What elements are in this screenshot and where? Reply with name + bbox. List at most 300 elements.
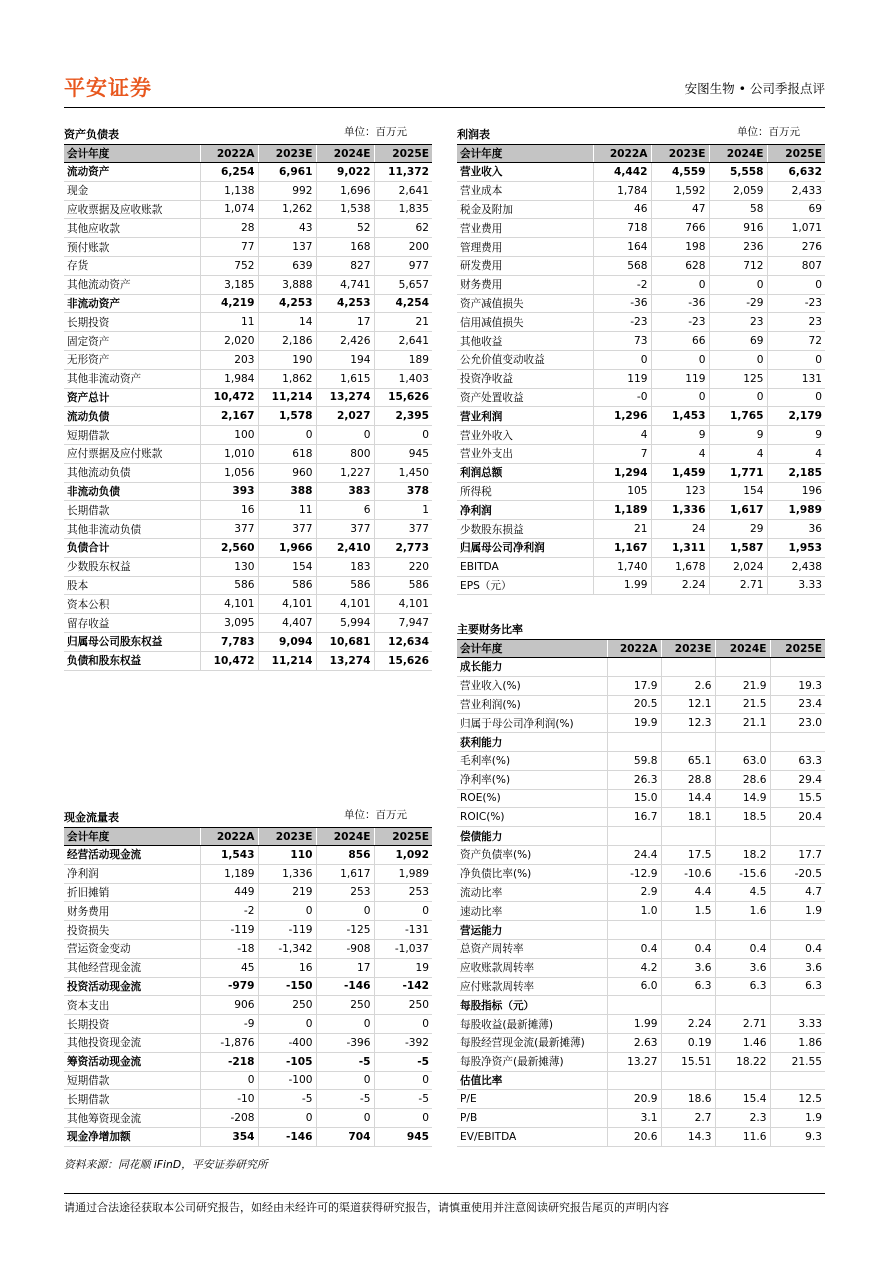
- value-cell: 6.3: [770, 977, 825, 996]
- value-cell: 383: [316, 482, 374, 501]
- value-cell: 639: [258, 256, 316, 275]
- value-cell: 2,167: [200, 407, 258, 426]
- table-row: [64, 163, 432, 182]
- row-label: 营业费用: [457, 219, 593, 238]
- balance-sheet-title: 资产负债表: [64, 128, 119, 141]
- table-row: [457, 163, 825, 182]
- value-cell: 131: [767, 369, 825, 388]
- value-cell: 21.1: [715, 714, 770, 733]
- value-cell: 43: [258, 219, 316, 238]
- value-cell: 14: [258, 313, 316, 332]
- value-cell: [715, 827, 770, 846]
- header-cell: 2022A: [593, 145, 651, 163]
- value-cell: -0: [593, 388, 651, 407]
- row-label: 净利率(%): [457, 770, 607, 789]
- value-cell: 250: [374, 996, 432, 1015]
- row-label: 少数股东损益: [457, 520, 593, 539]
- value-cell: 123: [651, 482, 709, 501]
- row-label: 营业外支出: [457, 444, 593, 463]
- value-cell: 2,185: [767, 463, 825, 482]
- value-cell: 16: [258, 958, 316, 977]
- table-row: [64, 501, 432, 520]
- value-cell: 69: [767, 200, 825, 219]
- value-cell: 36: [767, 520, 825, 539]
- value-cell: 66: [651, 332, 709, 351]
- value-cell: 449: [200, 883, 258, 902]
- table-row: [457, 256, 825, 275]
- value-cell: 12,634: [374, 632, 432, 651]
- value-cell: [607, 1071, 661, 1090]
- value-cell: -10.6: [661, 864, 715, 883]
- header-cell: 2025E: [374, 145, 432, 163]
- value-cell: 24.4: [607, 845, 661, 864]
- value-cell: 0: [767, 388, 825, 407]
- value-cell: 618: [258, 444, 316, 463]
- table-header-row: [457, 640, 825, 658]
- row-label: 现金: [64, 181, 200, 200]
- value-cell: 29.4: [770, 770, 825, 789]
- row-label: 应收账款周转率: [457, 958, 607, 977]
- value-cell: 63.3: [770, 751, 825, 770]
- value-cell: 2,179: [767, 407, 825, 426]
- table-row: [457, 181, 825, 200]
- value-cell: 4,741: [316, 275, 374, 294]
- balance-sheet-unit: 单位：百万元: [344, 126, 407, 138]
- table-row: [457, 1090, 825, 1109]
- value-cell: 977: [374, 256, 432, 275]
- table-header-row: [64, 145, 432, 163]
- table-row: [64, 614, 432, 633]
- table-row: [457, 388, 825, 407]
- value-cell: 2.3: [715, 1109, 770, 1128]
- value-cell: 1,189: [593, 501, 651, 520]
- row-label: 成长能力: [457, 658, 607, 677]
- table-row: [457, 426, 825, 445]
- value-cell: 712: [709, 256, 767, 275]
- value-cell: 1.86: [770, 1033, 825, 1052]
- table-row: [64, 520, 432, 539]
- value-cell: -146: [316, 977, 374, 996]
- table-row: [64, 1071, 432, 1090]
- value-cell: 2,433: [767, 181, 825, 200]
- value-cell: 0: [709, 275, 767, 294]
- value-cell: 220: [374, 557, 432, 576]
- value-cell: 21.5: [715, 695, 770, 714]
- value-cell: 9,094: [258, 632, 316, 651]
- value-cell: 4,101: [200, 595, 258, 614]
- value-cell: -23: [593, 313, 651, 332]
- value-cell: 13,274: [316, 651, 374, 670]
- row-label: 资产总计: [64, 388, 200, 407]
- value-cell: 1,615: [316, 369, 374, 388]
- value-cell: 3.33: [770, 1015, 825, 1034]
- value-cell: [715, 996, 770, 1015]
- value-cell: 23: [767, 313, 825, 332]
- value-cell: 752: [200, 256, 258, 275]
- value-cell: 0: [374, 1071, 432, 1090]
- row-label: 应付账款周转率: [457, 977, 607, 996]
- value-cell: 3,888: [258, 275, 316, 294]
- value-cell: 2.24: [651, 576, 709, 595]
- value-cell: 960: [258, 463, 316, 482]
- value-cell: 1.99: [607, 1015, 661, 1034]
- value-cell: 4,253: [316, 294, 374, 313]
- value-cell: 3,185: [200, 275, 258, 294]
- table-row: [457, 482, 825, 501]
- value-cell: -2: [200, 902, 258, 921]
- value-cell: 2,560: [200, 538, 258, 557]
- table-row: [457, 770, 825, 789]
- value-cell: 15,626: [374, 388, 432, 407]
- value-cell: 12.1: [661, 695, 715, 714]
- value-cell: 69: [709, 332, 767, 351]
- value-cell: 4: [593, 426, 651, 445]
- row-label: 投资损失: [64, 921, 200, 940]
- row-label: 资产处置收益: [457, 388, 593, 407]
- header-cell: 2023E: [258, 828, 316, 846]
- row-label: 固定资产: [64, 332, 200, 351]
- value-cell: 916: [709, 219, 767, 238]
- value-cell: 203: [200, 350, 258, 369]
- table-row: [457, 658, 825, 677]
- value-cell: 6,961: [258, 163, 316, 182]
- row-label: 其他应收款: [64, 219, 200, 238]
- table-row: [64, 238, 432, 257]
- value-cell: 9.3: [770, 1127, 825, 1146]
- row-label: 其他非流动负债: [64, 520, 200, 539]
- value-cell: 12.3: [661, 714, 715, 733]
- table-row: [457, 827, 825, 846]
- value-cell: 2.71: [709, 576, 767, 595]
- row-label: 营运能力: [457, 921, 607, 940]
- header-cell: 2022A: [607, 640, 661, 658]
- value-cell: 7: [593, 444, 651, 463]
- value-cell: 110: [258, 846, 316, 865]
- value-cell: 2,438: [767, 557, 825, 576]
- table-row: [64, 294, 432, 313]
- value-cell: -5: [374, 1052, 432, 1071]
- value-cell: 1,262: [258, 200, 316, 219]
- value-cell: 15.4: [715, 1090, 770, 1109]
- table-row: [457, 996, 825, 1015]
- row-label: 其他投资现金流: [64, 1033, 200, 1052]
- row-label: 所得税: [457, 482, 593, 501]
- value-cell: 10,681: [316, 632, 374, 651]
- row-label: ROIC(%): [457, 808, 607, 827]
- table-row: [64, 1090, 432, 1109]
- value-cell: -9: [200, 1015, 258, 1034]
- data-source-note: 资料来源：同花顺 iFinD，平安证券研究所: [64, 1158, 268, 1171]
- row-label: 现金净增加额: [64, 1127, 200, 1146]
- value-cell: 0: [709, 350, 767, 369]
- row-label: 营业利润: [457, 407, 593, 426]
- row-label: 长期投资: [64, 1015, 200, 1034]
- income-statement-table: [457, 144, 825, 595]
- row-label: 预付账款: [64, 238, 200, 257]
- header-cell: 2024E: [715, 640, 770, 658]
- value-cell: 77: [200, 238, 258, 257]
- value-cell: [770, 827, 825, 846]
- table-row: [457, 921, 825, 940]
- value-cell: 16.7: [607, 808, 661, 827]
- row-label: 营业利润(%): [457, 695, 607, 714]
- value-cell: 119: [651, 369, 709, 388]
- value-cell: 1,074: [200, 200, 258, 219]
- value-cell: 0.4: [607, 939, 661, 958]
- header-divider: [64, 107, 825, 108]
- value-cell: 1,617: [709, 501, 767, 520]
- value-cell: 46: [593, 200, 651, 219]
- value-cell: 6.3: [661, 977, 715, 996]
- cashflow-title: 现金流量表: [64, 811, 119, 824]
- value-cell: 250: [316, 996, 374, 1015]
- header-cell: 2022A: [200, 828, 258, 846]
- table-row: [457, 369, 825, 388]
- value-cell: 20.9: [607, 1090, 661, 1109]
- value-cell: 0: [709, 388, 767, 407]
- value-cell: 0: [316, 1015, 374, 1034]
- value-cell: 2.63: [607, 1033, 661, 1052]
- value-cell: 16: [200, 501, 258, 520]
- ratios-table: [457, 639, 825, 1147]
- value-cell: -400: [258, 1033, 316, 1052]
- value-cell: 72: [767, 332, 825, 351]
- table-row: [457, 751, 825, 770]
- table-row: [64, 444, 432, 463]
- value-cell: -23: [767, 294, 825, 313]
- value-cell: 6,632: [767, 163, 825, 182]
- header-cell: 会计年度: [64, 145, 200, 163]
- row-label: 其他流动资产: [64, 275, 200, 294]
- value-cell: 1.0: [607, 902, 661, 921]
- value-cell: 0.4: [715, 939, 770, 958]
- row-label: P/E: [457, 1090, 607, 1109]
- table-row: [457, 275, 825, 294]
- value-cell: -15.6: [715, 864, 770, 883]
- table-row: [64, 275, 432, 294]
- value-cell: 377: [374, 520, 432, 539]
- value-cell: 15,626: [374, 651, 432, 670]
- value-cell: 1,227: [316, 463, 374, 482]
- value-cell: 704: [316, 1127, 374, 1146]
- value-cell: [607, 921, 661, 940]
- row-label: EBITDA: [457, 557, 593, 576]
- value-cell: 4: [651, 444, 709, 463]
- value-cell: 219: [258, 883, 316, 902]
- value-cell: 58: [709, 200, 767, 219]
- row-label: 资产减值损失: [457, 294, 593, 313]
- value-cell: 1.46: [715, 1033, 770, 1052]
- value-cell: 1,311: [651, 538, 709, 557]
- value-cell: 105: [593, 482, 651, 501]
- value-cell: 0: [258, 1015, 316, 1034]
- header-cell: 会计年度: [457, 145, 593, 163]
- value-cell: 4,101: [258, 595, 316, 614]
- value-cell: 1.9: [770, 902, 825, 921]
- value-cell: -208: [200, 1109, 258, 1128]
- row-label: EV/EBITDA: [457, 1127, 607, 1146]
- report-header-title: 安图生物 • 公司季报点评: [684, 81, 825, 96]
- row-label: 非流动资产: [64, 294, 200, 313]
- disclaimer-footer: 请通过合法途径获取本公司研究报告，如经由未经许可的渠道获得研究报告，请慎重使用并注意阅读研究报告尾页的声明内容: [64, 1201, 669, 1214]
- row-label: 获利能力: [457, 733, 607, 752]
- table-row: [457, 676, 825, 695]
- value-cell: 1,336: [258, 864, 316, 883]
- value-cell: 18.2: [715, 845, 770, 864]
- row-label: ROE(%): [457, 789, 607, 808]
- table-row: [457, 294, 825, 313]
- value-cell: -36: [651, 294, 709, 313]
- header-cell: 2025E: [767, 145, 825, 163]
- table-row: [64, 1015, 432, 1034]
- value-cell: -2: [593, 275, 651, 294]
- value-cell: 0: [374, 902, 432, 921]
- value-cell: 1,010: [200, 444, 258, 463]
- value-cell: [661, 1071, 715, 1090]
- table-row: [64, 595, 432, 614]
- value-cell: 13.27: [607, 1052, 661, 1071]
- value-cell: 5,657: [374, 275, 432, 294]
- value-cell: 1,336: [651, 501, 709, 520]
- value-cell: 1,538: [316, 200, 374, 219]
- value-cell: 1,989: [374, 864, 432, 883]
- row-label: 流动比率: [457, 883, 607, 902]
- table-row: [64, 332, 432, 351]
- value-cell: 20.5: [607, 695, 661, 714]
- value-cell: 992: [258, 181, 316, 200]
- table-row: [457, 576, 825, 595]
- value-cell: -5: [316, 1090, 374, 1109]
- value-cell: 200: [374, 238, 432, 257]
- value-cell: 3.6: [661, 958, 715, 977]
- row-label: 长期投资: [64, 313, 200, 332]
- row-label: 总资产周转率: [457, 939, 607, 958]
- value-cell: -23: [651, 313, 709, 332]
- value-cell: 1.5: [661, 902, 715, 921]
- value-cell: 800: [316, 444, 374, 463]
- value-cell: -18: [200, 939, 258, 958]
- value-cell: 47: [651, 200, 709, 219]
- value-cell: 1,543: [200, 846, 258, 865]
- value-cell: -392: [374, 1033, 432, 1052]
- value-cell: 17.7: [770, 845, 825, 864]
- value-cell: 568: [593, 256, 651, 275]
- row-label: 财务费用: [64, 902, 200, 921]
- table-row: [457, 538, 825, 557]
- table-row: [64, 463, 432, 482]
- table-row: [64, 883, 432, 902]
- table-row: [457, 864, 825, 883]
- value-cell: 11,214: [258, 651, 316, 670]
- table-row: [457, 463, 825, 482]
- row-label: 折旧摊销: [64, 883, 200, 902]
- row-label: 投资活动现金流: [64, 977, 200, 996]
- value-cell: 1,984: [200, 369, 258, 388]
- value-cell: 168: [316, 238, 374, 257]
- value-cell: 377: [258, 520, 316, 539]
- value-cell: 4,101: [316, 595, 374, 614]
- value-cell: [770, 658, 825, 677]
- value-cell: 1.6: [715, 902, 770, 921]
- row-label: 短期借款: [64, 1071, 200, 1090]
- value-cell: 1,092: [374, 846, 432, 865]
- value-cell: 23.0: [770, 714, 825, 733]
- value-cell: 196: [767, 482, 825, 501]
- row-label: 利润总额: [457, 463, 593, 482]
- header-cell: 2024E: [709, 145, 767, 163]
- value-cell: 52: [316, 219, 374, 238]
- table-row: [457, 939, 825, 958]
- table-row: [457, 958, 825, 977]
- value-cell: 1,784: [593, 181, 651, 200]
- value-cell: 73: [593, 332, 651, 351]
- table-row: [457, 219, 825, 238]
- value-cell: 3,095: [200, 614, 258, 633]
- table-row: [64, 557, 432, 576]
- value-cell: 3.6: [770, 958, 825, 977]
- table-row: [457, 444, 825, 463]
- value-cell: -150: [258, 977, 316, 996]
- value-cell: 19: [374, 958, 432, 977]
- value-cell: 11,214: [258, 388, 316, 407]
- table-row: [64, 846, 432, 865]
- value-cell: -29: [709, 294, 767, 313]
- value-cell: 0: [316, 1071, 374, 1090]
- table-row: [64, 1033, 432, 1052]
- table-row: [64, 219, 432, 238]
- value-cell: 586: [316, 576, 374, 595]
- value-cell: [661, 921, 715, 940]
- value-cell: -142: [374, 977, 432, 996]
- value-cell: 4.4: [661, 883, 715, 902]
- value-cell: [770, 1071, 825, 1090]
- value-cell: 11: [200, 313, 258, 332]
- value-cell: 377: [316, 520, 374, 539]
- value-cell: [607, 996, 661, 1015]
- value-cell: 1,459: [651, 463, 709, 482]
- value-cell: 0: [316, 426, 374, 445]
- table-row: [64, 1109, 432, 1128]
- value-cell: 28.8: [661, 770, 715, 789]
- table-row: [457, 520, 825, 539]
- header-cell: 2023E: [258, 145, 316, 163]
- value-cell: 65.1: [661, 751, 715, 770]
- value-cell: 0: [767, 350, 825, 369]
- value-cell: 807: [767, 256, 825, 275]
- value-cell: [715, 658, 770, 677]
- row-label: 资本支出: [64, 996, 200, 1015]
- table-row: [457, 808, 825, 827]
- value-cell: 21.9: [715, 676, 770, 695]
- table-row: [457, 845, 825, 864]
- table-row: [64, 977, 432, 996]
- row-label: 管理费用: [457, 238, 593, 257]
- row-label: 营业成本: [457, 181, 593, 200]
- value-cell: 24: [651, 520, 709, 539]
- value-cell: 1,189: [200, 864, 258, 883]
- row-label: 短期借款: [64, 426, 200, 445]
- value-cell: 276: [767, 238, 825, 257]
- table-header-row: [64, 828, 432, 846]
- value-cell: 17: [316, 958, 374, 977]
- value-cell: 7,783: [200, 632, 258, 651]
- row-label: 净利润: [457, 501, 593, 520]
- value-cell: 2,059: [709, 181, 767, 200]
- value-cell: 19.3: [770, 676, 825, 695]
- table-row: [64, 996, 432, 1015]
- value-cell: 18.5: [715, 808, 770, 827]
- value-cell: 0: [651, 275, 709, 294]
